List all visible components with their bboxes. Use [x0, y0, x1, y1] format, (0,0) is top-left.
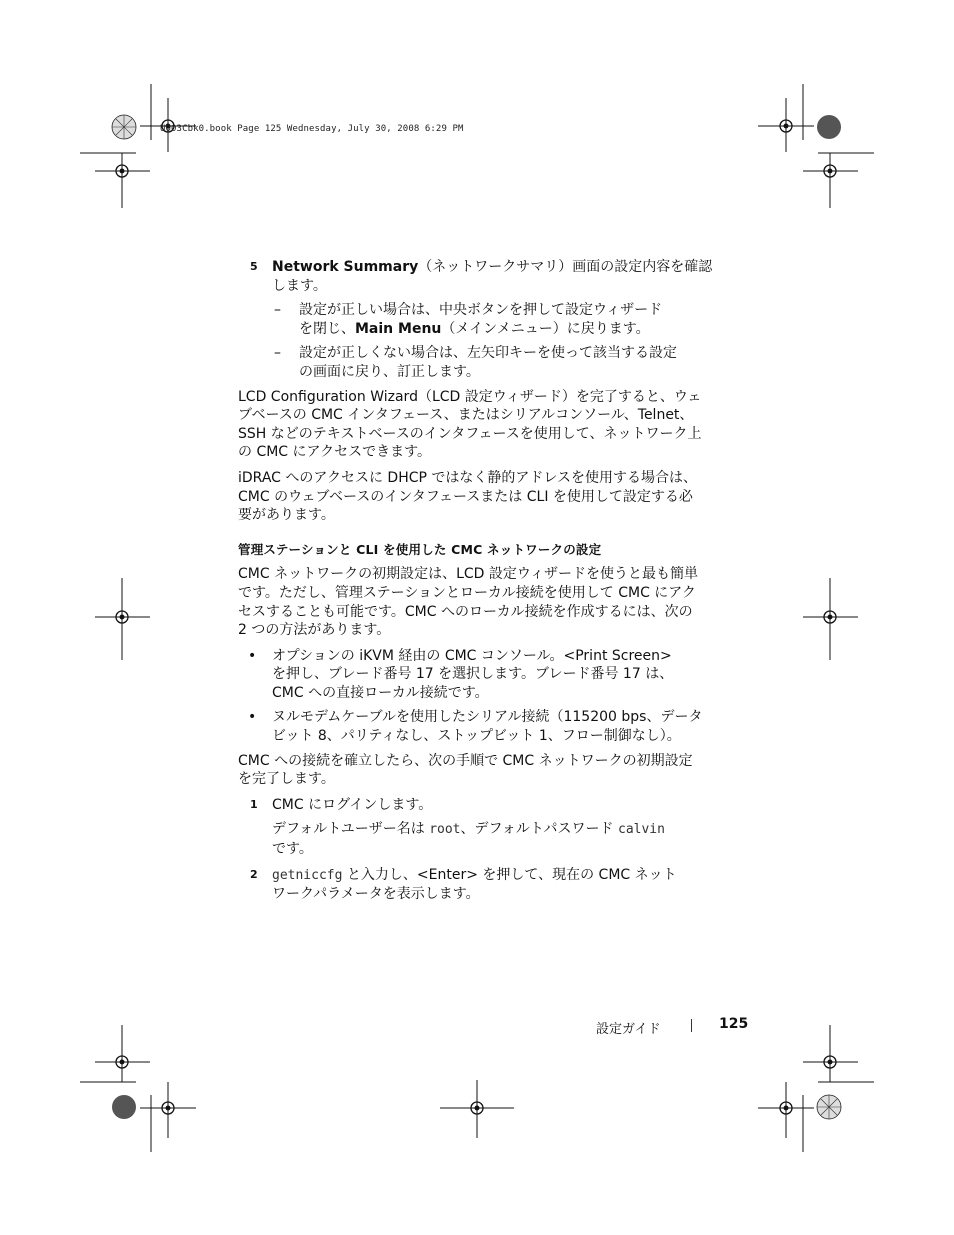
step-1: [238, 796, 742, 815]
print-header-file-info: U003Cbk0.book Page 125 Wednesday, July 30, 2008 6:29 PM: [160, 124, 464, 134]
page-body: [238, 258, 742, 910]
step-1-text: CMC にログインします。: [272, 796, 433, 813]
paragraph-line: 2 つの方法があります。: [238, 622, 391, 639]
paragraph-line: CMC のウェブベースのインタフェースまたは CLI を使用して設定する必: [238, 488, 693, 505]
paragraph-line: SSH などのテキストベースのインタフェースを使用して、ネットワーク上: [238, 425, 702, 442]
paragraph-idrac: [238, 469, 742, 525]
bullet-marker: •: [248, 709, 257, 726]
step-1-credentials: [238, 820, 742, 858]
step-2-text: と入力し、<Enter> を押して、現在の CMC ネット: [342, 866, 677, 883]
dash-item-line: の画面に戻り、訂正します。: [299, 363, 480, 380]
step-number: 1: [250, 797, 258, 811]
credentials-text: です。: [272, 841, 313, 858]
step-5-line-1: [272, 258, 742, 277]
bullet-line: ヌルモデムケーブルを使用したシリアル接続（115200 bps、データ: [272, 709, 703, 726]
getniccfg-command: getniccfg: [272, 867, 343, 883]
step-2-line-1: [272, 866, 742, 886]
dash-marker: –: [274, 302, 281, 319]
paragraph-line: ブベースの CMC インタフェース、またはシリアルコンソール、Telnet、: [238, 407, 694, 424]
step-2-line-2: ワークパラメータを表示します。: [272, 886, 480, 903]
step-2: [238, 866, 742, 904]
step-5-line-2: します。: [272, 277, 327, 294]
paragraph-line: の CMC にアクセスできます。: [238, 444, 431, 461]
dash-item: [238, 344, 714, 381]
bullet-marker: •: [248, 647, 257, 664]
bullet-line: ビット 8、パリティなし、ストップビット 1、フロー制御なし）。: [272, 728, 681, 745]
step-5: [238, 258, 742, 295]
dash-item: [238, 301, 714, 338]
step-5-text: （ネットワークサマリ）画面の設定内容を確認: [418, 259, 713, 275]
bullet-line: を押し、ブレード番号 17 を選択します。ブレード番号 17 は、: [272, 666, 674, 683]
paragraph-line: CMC への接続を確立したら、次の手順で CMC ネットワークの初期設定: [238, 752, 693, 769]
default-username: root: [429, 822, 461, 838]
paragraph-line: です。ただし、管理ステーションとローカル接続を使用して CMC にアク: [238, 584, 696, 601]
paragraph-line: 要があります。: [238, 507, 335, 524]
paragraph-line: iDRAC へのアクセスに DHCP ではなく静的アドレスを使用する場合は、: [238, 469, 697, 486]
paragraph-initial-setup: [238, 565, 742, 639]
footer-section-label: 設定ガイド: [596, 1022, 661, 1037]
dash-item-line: 設定が正しくない場合は、左矢印キーを使って該当する設定: [299, 345, 677, 362]
dash-item-text: を閉じ、: [299, 320, 355, 337]
dash-item-line: 設定が正しい場合は、中央ボタンを押して設定ウィザード: [299, 302, 663, 319]
paragraph-line: CMC ネットワークの初期設定は、LCD 設定ウィザードを使うと最も簡単: [238, 566, 699, 583]
dash-marker: –: [274, 345, 281, 362]
paragraph-lcd-wizard: [238, 388, 742, 462]
bullet-line: CMC への直接ローカル接続です。: [272, 684, 489, 701]
main-menu-label: Main Menu: [355, 320, 442, 337]
default-password: calvin: [618, 822, 665, 838]
network-summary-label: Network Summary: [272, 259, 419, 275]
paragraph-connection: [238, 752, 742, 789]
page-number: 125: [719, 1016, 749, 1032]
bullet-item: [238, 647, 742, 703]
bullet-item: [238, 708, 742, 745]
paragraph-line: LCD Configuration Wizard（LCD 設定ウィザード）を完了すると、ウェ: [238, 388, 702, 405]
dash-item-line: [299, 320, 714, 339]
footer-divider: [691, 1019, 692, 1032]
bullet-line: オプションの iKVM 経由の CMC コンソール。<Print Screen>: [272, 647, 672, 664]
paragraph-line: セスすることも可能です。CMC へのローカル接続を作成するには、次の: [238, 603, 693, 620]
step-number: 5: [250, 260, 258, 273]
credentials-text: 、デフォルトパスワード: [460, 821, 618, 838]
credentials-text: デフォルトユーザー名は: [272, 821, 430, 838]
paragraph-line: を完了します。: [238, 771, 335, 788]
section-heading: 管理ステーションと CLI を使用した CMC ネットワークの設定: [238, 541, 602, 557]
dash-item-text: （メインメニュー）に戻ります。: [441, 320, 650, 337]
step-number: 2: [250, 867, 258, 881]
